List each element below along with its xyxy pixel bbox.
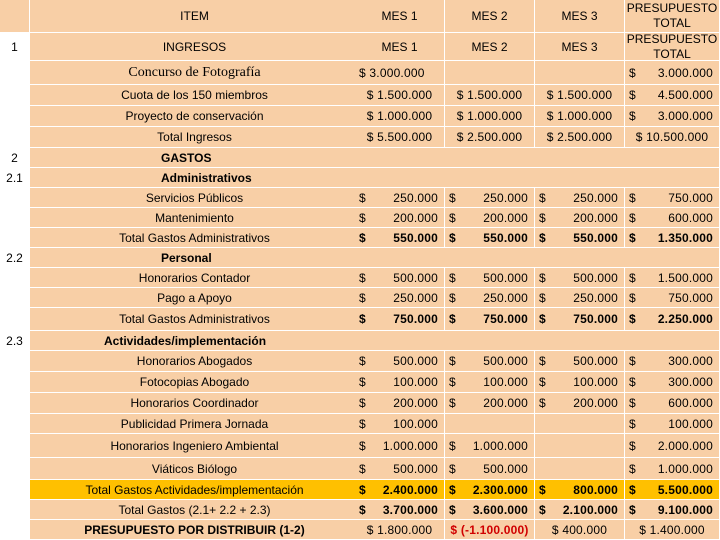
currency-symbol: $ (359, 270, 366, 285)
currency-symbol: $ (629, 65, 636, 80)
currency-symbol: $ (449, 438, 456, 453)
mes1-subheader-text: MES 1 (381, 39, 418, 54)
activity-row-label-text: Honorarios Abogados (136, 354, 253, 368)
total-subheader-text: PRESUPUESTO TOTAL (626, 33, 718, 61)
amount: 750.000 (668, 190, 713, 205)
amount: 300.000 (668, 375, 713, 389)
expense-row-t[interactable] (625, 288, 720, 308)
expense-row-m2[interactable] (445, 288, 535, 308)
subsection-title-text: Personal (161, 250, 212, 265)
currency-symbol: $ (449, 312, 456, 326)
ingreso-m2[interactable] (445, 85, 535, 106)
num-cell[interactable] (0, 288, 30, 308)
total-ingresos-label[interactable] (30, 127, 360, 148)
admin-total-m2[interactable] (445, 228, 535, 248)
amount: 550.000 (483, 230, 528, 245)
activity-row-m2[interactable] (445, 414, 535, 434)
subsection-number-text: 2.1 (6, 170, 23, 185)
admin-total-m1[interactable] (355, 228, 445, 248)
activity-row-t[interactable] (625, 393, 720, 414)
currency-symbol: $ (629, 354, 636, 368)
subsection-number-text: 2.2 (6, 250, 23, 265)
expense-row-m1[interactable] (355, 208, 445, 228)
currency-symbol: $ (359, 190, 366, 205)
ingreso-m1[interactable] (355, 106, 445, 127)
admin-total-label[interactable] (30, 228, 360, 248)
gastos-title[interactable] (30, 148, 720, 168)
amount: 750.000 (573, 312, 618, 326)
mes2-subheader[interactable] (445, 33, 535, 61)
total-ingresos-total-text: $ 10.500.000 (635, 130, 709, 144)
amount: 250.000 (573, 290, 618, 305)
activity-row-label-text: Honorarios Coordinador (130, 396, 259, 410)
presupuesto-label-text: PRESUPUESTO POR DISTRIBUIR (1-2) (84, 522, 305, 537)
currency-symbol: $ (359, 312, 366, 326)
amount: 250.000 (483, 290, 528, 305)
currency-symbol: $ (539, 290, 546, 305)
currency-symbol: $ (539, 482, 546, 497)
admin-total-m3[interactable] (535, 228, 625, 248)
activity-row-m3[interactable] (535, 434, 625, 458)
ingreso-label-text: Proyecto de conservación (125, 109, 264, 123)
ingresos-title[interactable] (30, 33, 360, 61)
currency-symbol: $ (359, 438, 366, 453)
presupuesto-label[interactable] (30, 520, 360, 540)
amount: 100.000 (483, 375, 528, 389)
total-gastos-label-text: Total Gastos (2.1+ 2.2 + 2.3) (118, 502, 271, 517)
currency-symbol: $ (629, 190, 636, 205)
activity-row-t[interactable] (625, 458, 720, 480)
mes1-subheader[interactable] (355, 33, 445, 61)
activity-row-t[interactable] (625, 434, 720, 458)
subsection-number-text: 2.3 (6, 333, 23, 348)
ingreso-m2[interactable] (445, 61, 535, 85)
amount: 500.000 (393, 461, 438, 476)
section-number[interactable] (0, 148, 30, 168)
amount: 2.300.000 (472, 482, 528, 497)
amount: 250.000 (483, 190, 528, 205)
amount: 2.000.000 (657, 438, 713, 453)
section-number[interactable] (0, 33, 30, 61)
amount: 100.000 (668, 416, 713, 431)
mes1-header[interactable] (355, 0, 445, 33)
subsection-number[interactable] (0, 248, 30, 268)
currency-symbol: $ (449, 354, 456, 368)
presupuesto-m2[interactable] (445, 520, 535, 540)
currency-symbol: $ (359, 290, 366, 305)
ingreso-m2-text: $ 1.500.000 (456, 88, 523, 102)
amount: 3.000.000 (657, 65, 713, 80)
currency-symbol: $ (539, 354, 546, 368)
mes2-subheader-text: MES 2 (471, 39, 508, 54)
activity-row-m2[interactable] (445, 372, 535, 393)
ingreso-m2-text: $ 1.000.000 (456, 109, 523, 123)
total-gastos-m2[interactable] (445, 500, 535, 520)
activity-row-m3[interactable] (535, 372, 625, 393)
presupuesto-total-text: $ 1.400.000 (639, 522, 705, 537)
ingreso-m1[interactable] (355, 85, 445, 106)
ingreso-label[interactable] (30, 106, 360, 127)
presupuesto-m1[interactable] (355, 520, 445, 540)
amount: 200.000 (393, 396, 438, 410)
mes3-subheader-text: MES 3 (561, 39, 598, 54)
amount: 9.100.000 (657, 502, 713, 517)
amount: 100.000 (573, 375, 618, 389)
ingreso-m3[interactable] (535, 61, 625, 85)
ingreso-m2[interactable] (445, 106, 535, 127)
amount: 750.000 (393, 312, 438, 326)
actividades-total-m3[interactable] (535, 480, 625, 500)
num-cell[interactable] (0, 106, 30, 127)
currency-symbol: $ (629, 502, 636, 517)
actividades-total-m1[interactable] (355, 480, 445, 500)
amount: 500.000 (483, 354, 528, 368)
amount: 550.000 (573, 230, 618, 245)
amount: 200.000 (483, 210, 528, 225)
num-cell[interactable] (0, 61, 30, 85)
num-cell[interactable] (0, 393, 30, 414)
expense-row-label[interactable] (30, 188, 360, 208)
mes2-header[interactable] (445, 0, 535, 33)
actividades-total-t[interactable] (625, 480, 720, 500)
amount: 250.000 (393, 290, 438, 305)
total-gastos-t[interactable] (625, 500, 720, 520)
ingreso-label[interactable] (30, 85, 360, 106)
ingreso-total[interactable] (625, 106, 720, 127)
activity-row-m1[interactable] (355, 351, 445, 372)
activity-row-label-text: Honorarios Ingeniero Ambiental (110, 438, 279, 453)
amount: 200.000 (483, 396, 528, 410)
activity-row-label-text: Fotocopias Abogado (139, 375, 250, 389)
amount: 1.000.000 (657, 461, 713, 476)
amount: 100.000 (393, 416, 438, 431)
num-cell[interactable] (0, 458, 30, 480)
amount: 3.000.000 (657, 109, 713, 123)
ingreso-total[interactable] (625, 61, 720, 85)
expense-row-m3[interactable] (535, 188, 625, 208)
ingreso-label-text: Cuota de los 150 miembros (121, 88, 268, 102)
currency-symbol: $ (359, 230, 366, 245)
amount: 750.000 (483, 312, 528, 326)
personal-total-t[interactable] (625, 308, 720, 331)
amount: 200.000 (573, 210, 618, 225)
presupuesto-m1-text: $ 1.800.000 (366, 522, 433, 537)
currency-symbol: $ (539, 502, 546, 517)
activity-row-m2[interactable] (445, 434, 535, 458)
currency-symbol: $ (359, 354, 366, 368)
amount: 500.000 (483, 461, 528, 476)
num-cell[interactable] (0, 372, 30, 393)
ingreso-m3-text: $ 1.500.000 (546, 88, 613, 102)
currency-symbol: $ (359, 396, 366, 410)
total-ingresos-m1[interactable] (355, 127, 445, 148)
currency-symbol: $ (629, 396, 636, 410)
expense-row-m1[interactable] (355, 288, 445, 308)
ingreso-label-text: Concurso de Fotografía (128, 64, 261, 80)
currency-symbol: $ (629, 270, 636, 285)
currency-symbol: $ (629, 210, 636, 225)
amount: 1.350.000 (657, 230, 713, 245)
currency-symbol: $ (449, 290, 456, 305)
amount: 500.000 (393, 354, 438, 368)
currency-symbol: $ (629, 88, 636, 102)
mes3-subheader[interactable] (535, 33, 625, 61)
activity-row-m1[interactable] (355, 434, 445, 458)
total-subheader[interactable] (625, 33, 720, 61)
num-cell[interactable] (0, 434, 30, 458)
activity-row-label[interactable] (30, 434, 360, 458)
expense-row-m2[interactable] (445, 188, 535, 208)
presupuesto-m3[interactable] (535, 520, 625, 540)
activity-row-m1[interactable] (355, 414, 445, 434)
activity-row-m3[interactable] (535, 414, 625, 434)
amount: 3.600.000 (472, 502, 528, 517)
num-cell[interactable] (0, 188, 30, 208)
num-cell[interactable] (0, 85, 30, 106)
mes2-header-text: MES 2 (471, 9, 508, 23)
currency-symbol: $ (449, 270, 456, 285)
currency-symbol: $ (629, 482, 636, 497)
amount: 300.000 (668, 354, 713, 368)
currency-symbol: $ (449, 502, 456, 517)
subsection-title[interactable] (30, 168, 720, 188)
amount: 1.000.000 (472, 438, 528, 453)
activity-row-m2[interactable] (445, 458, 535, 480)
presupuesto-total[interactable] (625, 520, 720, 540)
ingreso-m1[interactable] (355, 61, 445, 85)
subsection-number[interactable] (0, 331, 30, 351)
admin-total-label-text: Total Gastos Administrativos (119, 230, 270, 245)
expense-row-m3[interactable] (535, 268, 625, 288)
personal-total-m2[interactable] (445, 308, 535, 331)
total-gastos-m1[interactable] (355, 500, 445, 520)
activity-row-m3[interactable] (535, 351, 625, 372)
personal-total-m1[interactable] (355, 308, 445, 331)
currency-symbol: $ (539, 230, 546, 245)
ingreso-m3[interactable] (535, 106, 625, 127)
personal-total-m3[interactable] (535, 308, 625, 331)
amount: 1.500.000 (657, 270, 713, 285)
activity-row-t[interactable] (625, 351, 720, 372)
ingreso-m1-text: $ 3.000.000 (359, 65, 425, 80)
presupuesto-m3-text: $ 400.000 (551, 522, 608, 537)
currency-symbol: $ (629, 461, 636, 476)
total-ingresos-m3[interactable] (535, 127, 625, 148)
currency-symbol: $ (539, 270, 546, 285)
expense-row-m1[interactable] (355, 268, 445, 288)
currency-symbol: $ (629, 375, 636, 389)
num-cell[interactable] (0, 208, 30, 228)
currency-symbol: $ (629, 416, 636, 431)
total-gastos-label[interactable] (30, 500, 360, 520)
expense-row-label[interactable] (30, 288, 360, 308)
currency-symbol: $ (449, 230, 456, 245)
num-cell[interactable] (0, 228, 30, 248)
currency-symbol: $ (629, 230, 636, 245)
activity-row-m1[interactable] (355, 393, 445, 414)
amount: 600.000 (668, 210, 713, 225)
activity-row-label[interactable] (30, 351, 360, 372)
ingreso-total[interactable] (625, 85, 720, 106)
subsection-title-text: Actividades/implementación (104, 333, 267, 348)
currency-symbol: $ (359, 502, 366, 517)
section-number-text: 2 (11, 150, 18, 165)
total-header[interactable] (625, 0, 720, 33)
amount: 600.000 (668, 396, 713, 410)
ingreso-m1-text: $ 1.500.000 (366, 88, 433, 102)
mes1-header-text: MES 1 (381, 9, 418, 23)
total-ingresos-m3-text: $ 2.500.000 (546, 130, 613, 144)
presupuesto-m2-text: $ (-1.100.000) (450, 522, 529, 537)
ingreso-m1-text: $ 1.000.000 (366, 109, 433, 123)
subsection-title[interactable] (30, 248, 720, 268)
section-number-text: 1 (11, 39, 18, 54)
amount: 100.000 (393, 375, 438, 389)
activity-row-label[interactable] (30, 414, 360, 434)
activity-row-m3[interactable] (535, 393, 625, 414)
mes3-header[interactable] (535, 0, 625, 33)
expense-row-m1[interactable] (355, 188, 445, 208)
amount: 2.100.000 (562, 502, 618, 517)
expense-row-label-text: Honorarios Contador (138, 270, 251, 285)
personal-total-label[interactable] (30, 308, 360, 331)
expense-row-label-text: Servicios Públicos (145, 190, 244, 205)
activity-row-label[interactable] (30, 458, 360, 480)
expense-row-t[interactable] (625, 188, 720, 208)
amount: 5.500.000 (657, 482, 713, 497)
gastos-title-text: GASTOS (161, 150, 212, 165)
amount: 800.000 (573, 482, 618, 497)
subsection-title-text: Administrativos (161, 170, 252, 185)
mes3-header-text: MES 3 (561, 9, 598, 23)
amount: 200.000 (573, 396, 618, 410)
num-header[interactable] (0, 0, 30, 33)
ingreso-m3[interactable] (535, 85, 625, 106)
personal-total-label-text: Total Gastos Administrativos (119, 312, 270, 326)
activity-row-label-text: Publicidad Primera Jornada (120, 416, 269, 431)
num-cell[interactable] (0, 351, 30, 372)
num-cell[interactable] (0, 500, 30, 520)
item-header-text: ITEM (180, 9, 209, 23)
total-gastos-m3[interactable] (535, 500, 625, 520)
currency-symbol: $ (359, 375, 366, 389)
expense-row-label-text: Mantenimiento (155, 210, 234, 225)
amount: 250.000 (573, 190, 618, 205)
total-ingresos-m2-text: $ 2.500.000 (456, 130, 523, 144)
num-cell[interactable] (0, 414, 30, 434)
amount: 4.500.000 (657, 88, 713, 102)
total-ingresos-total[interactable] (625, 127, 720, 148)
amount: 250.000 (393, 190, 438, 205)
total-header-text: PRESUPUESTO TOTAL (626, 1, 718, 30)
amount: 500.000 (483, 270, 528, 285)
currency-symbol: $ (629, 312, 636, 326)
expense-row-t[interactable] (625, 268, 720, 288)
currency-symbol: $ (539, 396, 546, 410)
num-cell[interactable] (0, 308, 30, 331)
currency-symbol: $ (449, 190, 456, 205)
activity-row-m3[interactable] (535, 458, 625, 480)
activity-row-m1[interactable] (355, 458, 445, 480)
ingreso-label[interactable] (30, 61, 360, 85)
currency-symbol: $ (449, 482, 456, 497)
currency-symbol: $ (449, 375, 456, 389)
currency-symbol: $ (539, 375, 546, 389)
amount: 750.000 (668, 290, 713, 305)
actividades-total-m2[interactable] (445, 480, 535, 500)
total-ingresos-m2[interactable] (445, 127, 535, 148)
amount: 550.000 (393, 230, 438, 245)
currency-symbol: $ (629, 109, 636, 123)
item-header[interactable] (30, 0, 360, 33)
activity-row-label-text: Viáticos Biólogo (151, 461, 238, 476)
num-cell[interactable] (0, 127, 30, 148)
activity-row-m2[interactable] (445, 351, 535, 372)
amount: 3.700.000 (382, 502, 438, 517)
amount: 1.000.000 (382, 438, 438, 453)
actividades-total-label[interactable] (30, 480, 360, 500)
actividades-total-label-text: Total Gastos Actividades/implementación (85, 482, 304, 497)
currency-symbol: $ (629, 438, 636, 453)
expense-row-label[interactable] (30, 268, 360, 288)
activity-row-t[interactable] (625, 414, 720, 434)
activity-row-label[interactable] (30, 372, 360, 393)
expense-row-t[interactable] (625, 208, 720, 228)
currency-symbol: $ (359, 461, 366, 476)
expense-row-m3[interactable] (535, 288, 625, 308)
currency-symbol: $ (449, 461, 456, 476)
activity-row-m2[interactable] (445, 393, 535, 414)
amount: 500.000 (393, 270, 438, 285)
expense-row-label[interactable] (30, 208, 360, 228)
total-ingresos-m1-text: $ 5.500.000 (366, 130, 433, 144)
currency-symbol: $ (359, 482, 366, 497)
amount: 2.400.000 (382, 482, 438, 497)
subsection-title[interactable] (30, 331, 720, 351)
expense-row-m2[interactable] (445, 268, 535, 288)
currency-symbol: $ (359, 210, 366, 225)
subsection-number[interactable] (0, 168, 30, 188)
currency-symbol: $ (359, 416, 366, 431)
currency-symbol: $ (449, 210, 456, 225)
amount: 500.000 (573, 354, 618, 368)
num-cell[interactable] (0, 480, 30, 500)
amount: 2.250.000 (657, 312, 713, 326)
currency-symbol: $ (539, 190, 546, 205)
ingreso-m3-text: $ 1.000.000 (546, 109, 613, 123)
admin-total-t[interactable] (625, 228, 720, 248)
total-ingresos-label-text: Total Ingresos (157, 130, 232, 144)
num-cell[interactable] (0, 520, 30, 540)
amount: 200.000 (393, 210, 438, 225)
activity-row-t[interactable] (625, 372, 720, 393)
currency-symbol: $ (449, 396, 456, 410)
ingresos-title-text: INGRESOS (162, 39, 227, 54)
currency-symbol: $ (629, 290, 636, 305)
currency-symbol: $ (539, 312, 546, 326)
expense-row-label-text: Pago a Apoyo (157, 290, 232, 305)
activity-row-m1[interactable] (355, 372, 445, 393)
expense-row-m3[interactable] (535, 208, 625, 228)
activity-row-label[interactable] (30, 393, 360, 414)
expense-row-m2[interactable] (445, 208, 535, 228)
num-cell[interactable] (0, 268, 30, 288)
amount: 500.000 (573, 270, 618, 285)
currency-symbol: $ (539, 210, 546, 225)
